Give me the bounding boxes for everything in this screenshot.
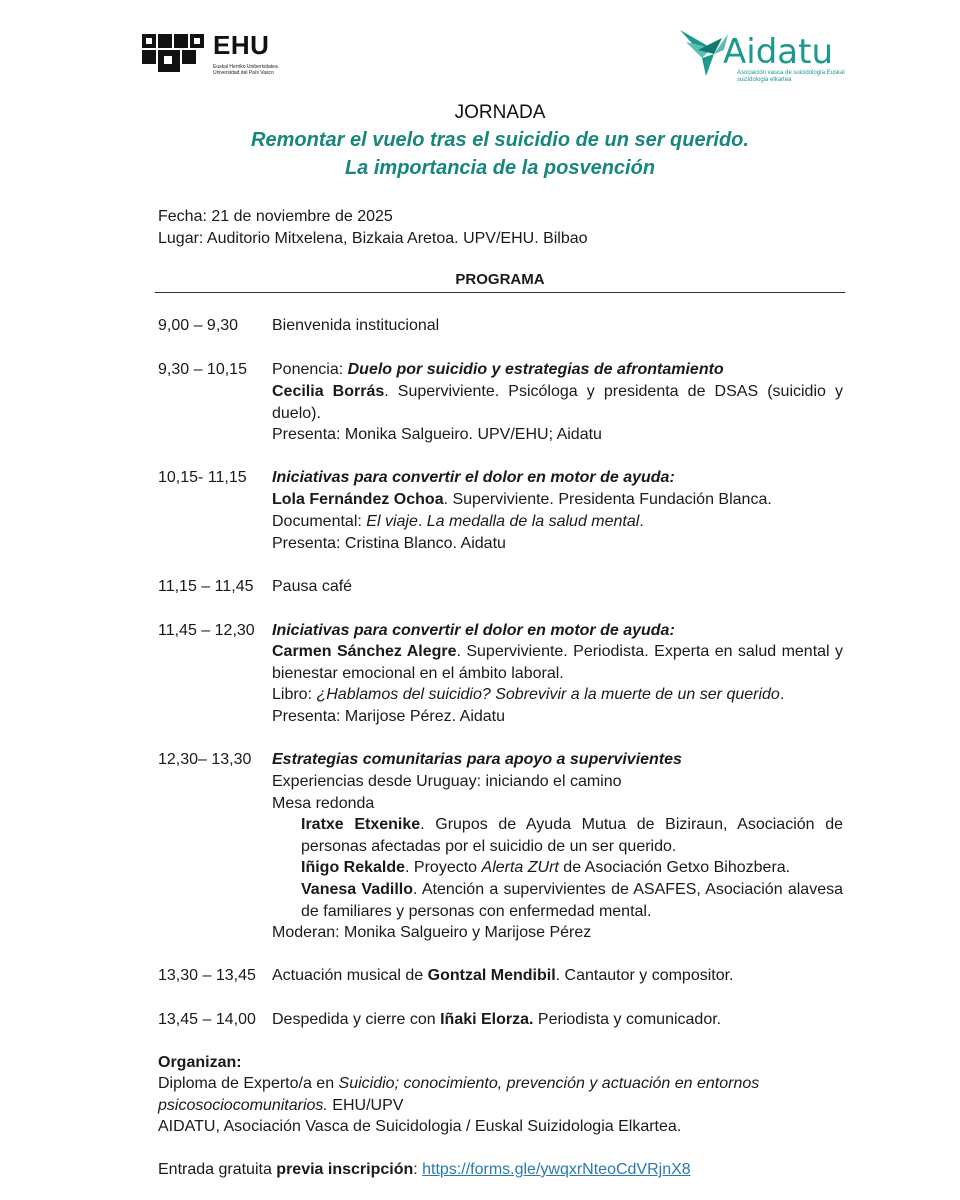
speaker-name: Iñaki Elorza.	[440, 1011, 534, 1028]
speaker-name: Gontzal Mendibil	[427, 967, 556, 984]
ehu-name: EHU	[213, 30, 270, 60]
organizer-aidatu: AIDATU, Asociación Vasca de Suicidologia / Euskal Suizidologia Elkartea.	[158, 1118, 682, 1135]
organizers-heading: Organizan:	[158, 1054, 242, 1071]
divider	[155, 292, 845, 293]
session-title: Iniciativas para convertir el dolor en motor de ayuda:	[272, 622, 675, 639]
session-time: 11,15 – 11,45	[158, 578, 254, 595]
session-speaker: Lola Fernández Ochoa. Superviviente. Presidenta Fundación Blanca.	[272, 491, 772, 508]
session-speaker: Carmen Sánchez Alegre. Superviviente. Periodista. Experta en salud mental y bienestar emocional en el ámbito laboral.	[272, 643, 843, 682]
round-table-label: Mesa redonda	[272, 795, 375, 812]
session-title: Pausa café	[272, 578, 353, 595]
session-presenter: Presenta: Monika Salgueiro. UPV/EHU; Aidatu	[272, 426, 602, 443]
session-title: Iniciativas para convertir el dolor en motor de ayuda:	[272, 469, 675, 486]
event-date: Fecha: 21 de noviembre de 2025	[158, 208, 393, 225]
panelist: Vanesa Vadillo. Atención a supervivientes de ASAFES, Asociación alavesa de familiares y personas con enfermedad mental.	[301, 881, 844, 920]
event-location: Lugar: Auditorio Mitxelena, Bizkaia Aretoa. UPV/EHU. Bilbao	[158, 230, 588, 247]
session-subtitle: Experiencias desde Uruguay: iniciando el camino	[272, 773, 622, 790]
panelist: Iñigo Rekalde. Proyecto Alerta ZUrt de Asociación Getxo Bihozbera.	[301, 859, 791, 876]
speaker-name: Iñigo Rekalde	[301, 859, 406, 876]
organizer-diploma: Diploma de Experto/a en Suicidio; conocimiento, prevención y actuación en entornos psicosociocomunitarios. EHU/UPV	[158, 1075, 760, 1114]
session-documentary: Documental: El viaje. La medalla de la salud mental.	[272, 513, 644, 530]
session-title: Despedida y cierre con Iñaki Elorza. Periodista y comunicador.	[272, 1011, 722, 1028]
programa-heading: PROGRAMA	[455, 271, 545, 288]
session-presenter: Presenta: Cristina Blanco. Aidatu	[272, 535, 506, 552]
session-time: 10,15- 11,15	[158, 469, 247, 486]
session-time: 13,45 – 14,00	[158, 1011, 256, 1028]
title-line-1: Remontar el vuelo tras el suicidio de un ser querido.	[251, 129, 749, 151]
aidatu-name: Aidatu	[723, 32, 834, 72]
session-time: 11,45 – 12,30	[158, 622, 255, 639]
title-block	[0, 100, 960, 182]
session-title: Actuación musical de Gontzal Mendibil. Cantautor y compositor.	[272, 967, 734, 984]
speaker-name: Lola Fernández Ochoa	[272, 491, 444, 508]
registration-line: Entrada gratuita previa inscripción: https://forms.gle/ywqxrNteoCdVRjnX8	[158, 1161, 691, 1178]
session-title: Ponencia: Duelo por suicidio y estrategias de afrontamiento	[272, 361, 724, 378]
session-title: Bienvenida institucional	[272, 317, 440, 334]
ehu-emblem-icon	[142, 30, 206, 76]
session-moderators: Moderan: Monika Salgueiro y Marijose Pérez	[272, 924, 592, 941]
session-time: 9,00 – 9,30	[158, 317, 239, 334]
registration-link[interactable]: https://forms.gle/ywqxrNteoCdVRjnX8	[422, 1161, 691, 1178]
session-title: Estrategias comunitarias para apoyo a supervivientes	[272, 751, 682, 768]
speaker-name: Iratxe Etxenike	[301, 816, 421, 833]
session-time: 13,30 – 13,45	[158, 967, 256, 984]
panelist: Iratxe Etxenike. Grupos de Ayuda Mutua de Biziraun, Asociación de personas afectadas por el suicidio de un ser querido.	[301, 816, 843, 855]
speaker-name: Vanesa Vadillo	[301, 881, 413, 898]
aidatu-subtitle: Asociación vasca de suicidología Euskal suizidologia elkartea	[737, 70, 845, 83]
session-presenter: Presenta: Marijose Pérez. Aidatu	[272, 708, 506, 725]
speaker-name: Carmen Sánchez Alegre	[272, 643, 457, 660]
aidatu-logo	[678, 24, 848, 84]
ehu-subtitle: Euskal Herriko Unibertsitatea Universidad del País Vasco	[213, 64, 278, 76]
jornada-label: JORNADA	[454, 102, 546, 123]
session-speaker: Cecilia Borrás. Superviviente. Psicóloga y presidenta de DSAS (suicidio y duelo).	[272, 383, 844, 422]
title-line-2: La importancia de la posvención	[344, 157, 656, 179]
ehu-logo	[142, 30, 282, 80]
speaker-name: Cecilia Borrás	[272, 383, 385, 400]
session-time: 12,30– 13,30	[158, 751, 252, 768]
session-book: Libro: ¿Hablamos del suicidio? Sobrevivir a la muerte de un ser querido.	[272, 686, 785, 703]
session-time: 9,30 – 10,15	[158, 361, 247, 378]
